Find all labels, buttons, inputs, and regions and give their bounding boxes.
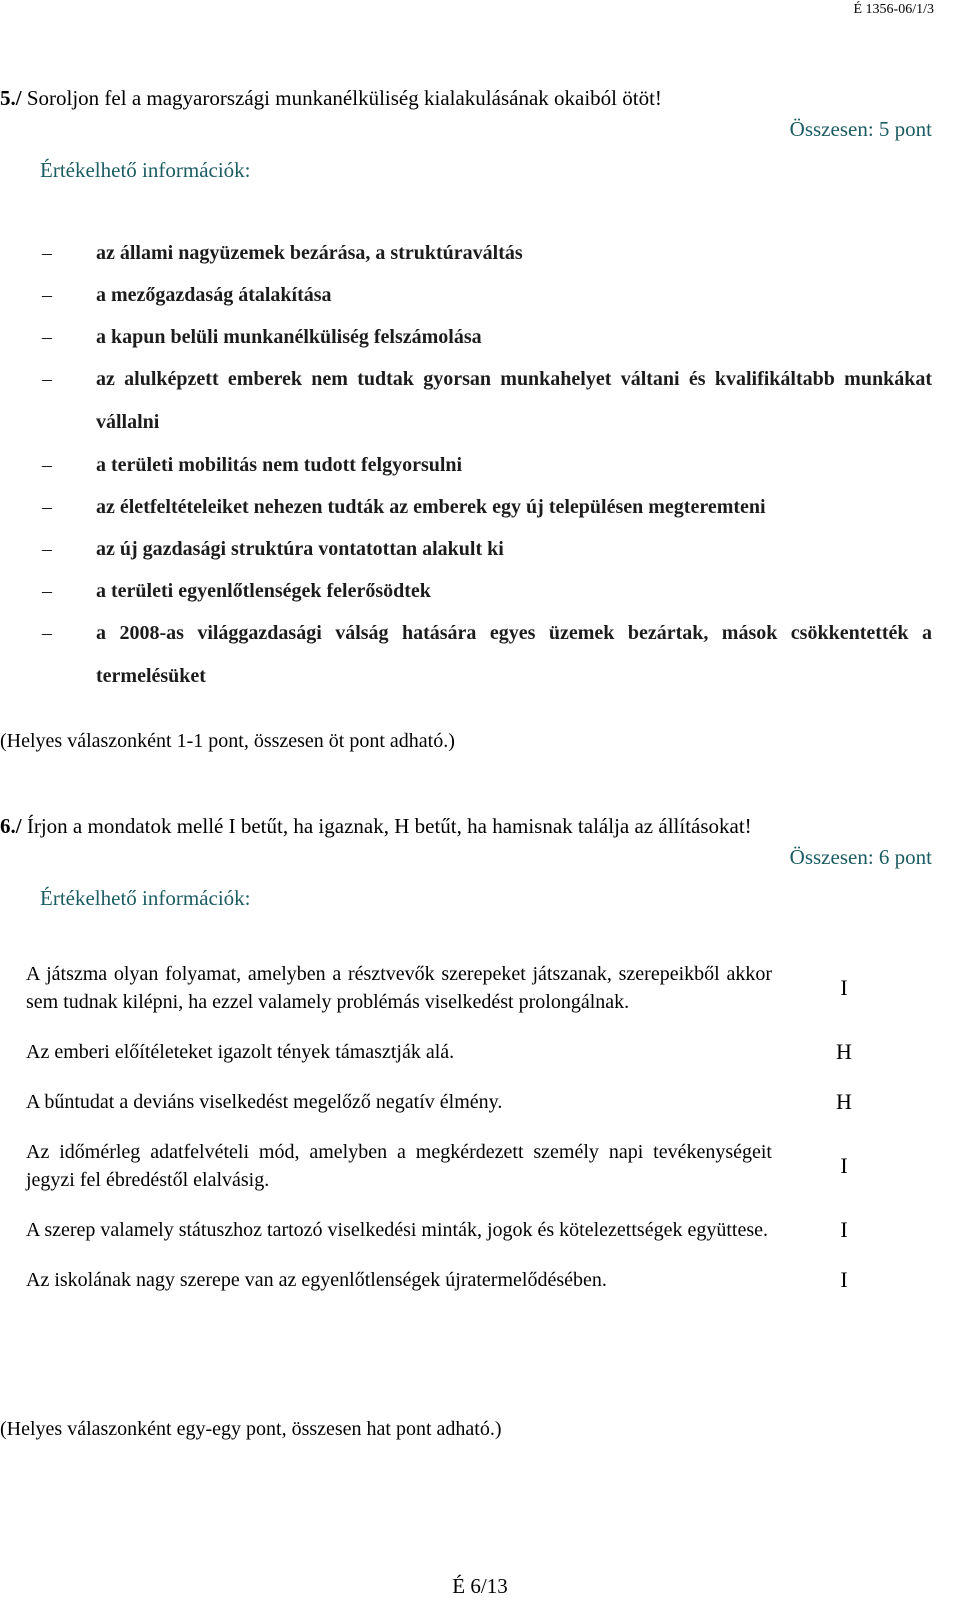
table-row (26, 1266, 906, 1294)
table-row (26, 960, 906, 1016)
statement: Az emberi előítéleteket igazolt tények támasztják alá. (26, 1041, 455, 1063)
statement: Az iskolának nagy szerepe van az egyenlőtlenségek újratermelődésében. (26, 1269, 607, 1291)
question-6-scoring-note: (Helyes válaszonként egy-egy pont, összesen hat pont adható.) (0, 1418, 502, 1440)
question-6-number: 6./ (0, 814, 22, 838)
answer: I (840, 1153, 848, 1178)
question-6-eval-heading: Értékelhető információk: (40, 886, 251, 910)
question-5-text: Soroljon fel a magyarországi munkanélküliség kialakulásának okaiból ötöt! (26, 86, 662, 110)
list-item: – a 2008-as világgazdasági válság hatására egyes üzemek bezártak, mások csökkentették a termelésüket (42, 622, 932, 687)
question-5-title (0, 86, 662, 111)
table-row (26, 1088, 906, 1116)
question-5-scoring-note: (Helyes válaszonként 1-1 pont, összesen öt pont adható.) (0, 730, 455, 752)
statement: A szerep valamely státuszhoz tartozó viselkedési minták, jogok és kötelezettségek együttese. (26, 1219, 768, 1241)
list-item: – a mezőgazdaság átalakítása (42, 284, 332, 306)
table-row (26, 1138, 906, 1194)
answer: H (836, 1039, 852, 1064)
answer: I (840, 975, 848, 1000)
statement: Az időmérleg adatfelvételi mód, amelyben a megkérdezett személy napi tevékenységeit jegyzi fel ébredéstől elalvásig. (26, 1141, 772, 1191)
answer: H (836, 1089, 852, 1114)
list-item: – a kapun belüli munkanélküliség felszámolása (42, 326, 482, 348)
question-6-total: Összesen: 6 pont (789, 845, 932, 869)
table-row (26, 1216, 906, 1244)
statement: A bűntudat a deviáns viselkedést megelőző negatív élmény. (26, 1091, 503, 1113)
table-row (26, 1038, 906, 1066)
list-item: – az életfeltételeiket nehezen tudták az emberek egy új településen megteremteni (42, 496, 766, 518)
list-item: – a területi egyenlőtlenségek felerősödtek (42, 580, 431, 602)
question-5-total: Összesen: 5 pont (789, 117, 932, 141)
question-6-title (0, 814, 752, 839)
question-5-eval-heading: Értékelhető információk: (40, 158, 251, 182)
question-5-answer-list (42, 232, 932, 698)
true-false-table (26, 960, 906, 1294)
list-item: – az új gazdasági struktúra vontatottan alakult ki (42, 538, 504, 560)
statement: A játszma olyan folyamat, amelyben a résztvevők szerepeket játszanak, szerepeikből akkor sem tudnak kilépni, ha ezzel valamely problémás viselkedést prolongálnak. (26, 963, 772, 1013)
list-item: – az állami nagyüzemek bezárása, a struktúraváltás (42, 242, 523, 264)
page-number: É 6/13 (452, 1574, 508, 1598)
list-item: – a területi mobilitás nem tudott felgyorsulni (42, 454, 463, 476)
question-6-text: Írjon a mondatok mellé I betűt, ha igaznak, H betűt, ha hamisnak találja az állításokat! (26, 814, 752, 838)
list-item: – az alulképzett emberek nem tudtak gyorsan munkahelyet váltani és kvalifikáltabb munkákat vállalni (42, 368, 932, 433)
question-5-number: 5./ (0, 86, 22, 110)
answer: I (840, 1217, 848, 1242)
answer: I (840, 1267, 848, 1292)
document-code: É 1356-06/1/3 (853, 2, 934, 17)
